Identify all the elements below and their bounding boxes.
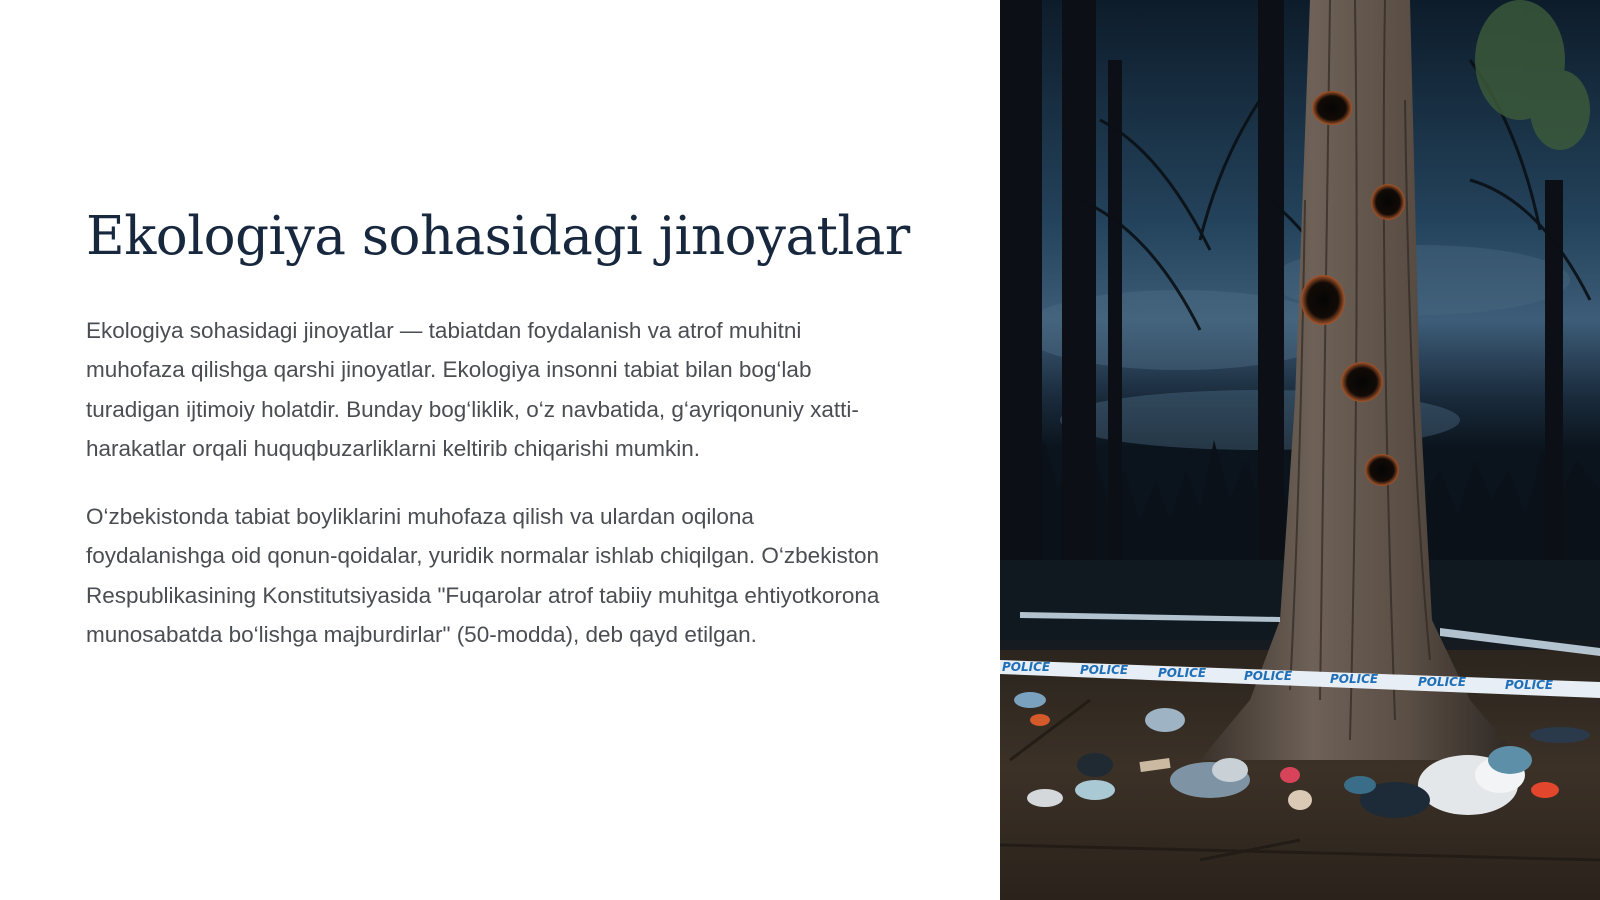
paragraph-1: Ekologiya sohasidagi jinoyatlar — tabiatdan foydalanish va atrof muhitni muhofaza qilishga qarshi jinoyatlar. Ekologiya insonni tabiat bilan bog‘lab turadigan ijtimoiy holatdir. Bunday bog‘liklik, o‘z navbatida, g‘ayriqonuniy xatti-harakatlar orqali huquqbuzarliklarni keltirib chiqarishi mumkin.: [86, 317, 859, 462]
tape-label-5: POLICE: [1330, 672, 1379, 686]
slide-title: Ekologiya sohasidagi jinoyatlar: [86, 206, 910, 267]
tape-label-7: POLICE: [1505, 678, 1554, 692]
tape-label-2: POLICE: [1080, 663, 1129, 677]
tape-label-6: POLICE: [1418, 675, 1467, 689]
crime-scene-forest-photo: [1000, 0, 1600, 900]
paragraph-2: O‘zbekistonda tabiat boyliklarini muhofaza qilish va ulardan oqilona foydalanishga oid qonun-qoidalar, yuridik normalar ishlab chiqilgan. O‘zbekiston Respublikasining Konstitutsiyasida "Fuqarolar atrof tabiiy muhitga ehtiyotkorona munosabatda bo‘lishga majburdirlar" (50-modda), deb qayd etilgan.: [86, 503, 880, 648]
photo-illustration: [1000, 0, 1600, 900]
text-column: [86, 205, 910, 655]
tape-label-1: POLICE: [1002, 660, 1051, 674]
tape-label-4: POLICE: [1244, 669, 1293, 683]
tape-label-3: POLICE: [1158, 666, 1207, 680]
